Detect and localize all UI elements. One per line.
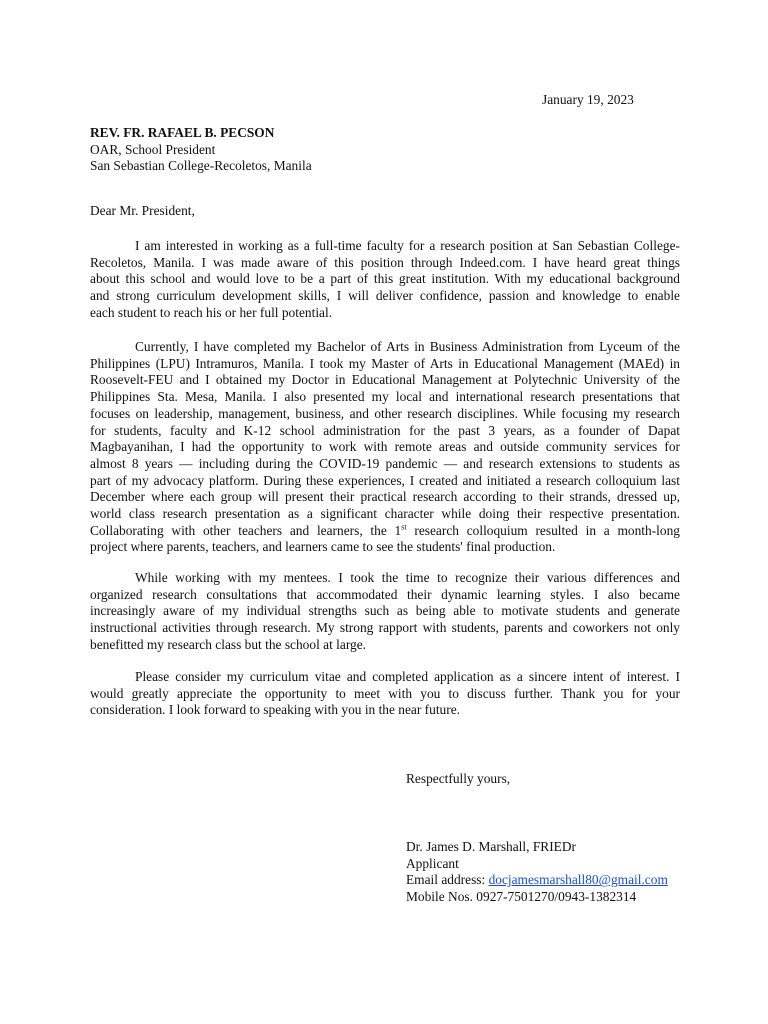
paragraph-line-text: Collaborating with other teachers and learners, the 1 <box>90 522 402 538</box>
paragraph-line: consideration. I look forward to speaking with you in the near future. <box>90 702 461 718</box>
paragraph-line: organized research consultations that accommodated their dynamic learning styles. I also became <box>90 586 680 602</box>
paragraph-line: part of my advocacy platform. During these experiences, I created and initiated a research colloquium last <box>90 472 680 488</box>
recipient-institution: San Sebastian College-Recoletos, Manila <box>90 158 312 174</box>
paragraph-line: instructional activities through research. My strong rapport with students, parents and coworkers not only <box>90 620 680 636</box>
paragraph-line: almost 8 years — including during the COVID-19 pandemic — and research extensions to students as <box>90 455 680 471</box>
recipient-title: OAR, School President <box>90 141 216 157</box>
paragraph-line: December where each group will present their practical research according to their strands, dressed up, <box>90 489 680 505</box>
closing: Respectfully yours, <box>406 771 511 786</box>
paragraph-line: and strong curriculum development skills, I will deliver confidence, passion and knowledge to enable <box>90 288 680 304</box>
paragraph-line: for students, faculty and K-12 school administration for the past 3 years, as a founder of Dapat <box>90 422 680 438</box>
paragraph-line: project where parents, teachers, and learners came to see the students' final production. <box>90 539 556 555</box>
paragraph-line: benefitted my research class but the school at large. <box>90 636 367 652</box>
email-label: Email address: <box>406 872 489 888</box>
paragraph-line <box>90 523 680 540</box>
salutation: Dear Mr. President, <box>90 203 195 218</box>
recipient-block <box>90 125 312 175</box>
paragraph-1 <box>90 238 680 322</box>
paragraph-line: focuses on leadership, management, business, and other research disciplines. While focusing my research <box>90 405 680 421</box>
ordinal-suffix: st <box>401 522 407 532</box>
paragraph-line: While working with my mentees. I took the time to recognize their various differences and <box>135 570 680 585</box>
signer-role: Applicant <box>406 855 459 871</box>
paragraph-3 <box>90 570 680 654</box>
paragraph-line: Magbayanihan, I had the opportunity to work with remote areas and outside community services for <box>90 439 680 455</box>
paragraph-4 <box>90 669 680 719</box>
paragraph-line: Please consider my curriculum vitae and completed application as a sincere intent of interest. I <box>135 669 680 684</box>
mobile-numbers: Mobile Nos. 0927-7501270/0943-1382314 <box>406 889 637 905</box>
signer-name: Dr. James D. Marshall, FRIEDr <box>406 839 576 854</box>
paragraph-line: Philippines (LPU) Intramuros, Manila. I took my Master of Arts in Educational Management (MAEd) in <box>90 355 680 371</box>
paragraph-line: Roosevelt-FEU and I obtained my Doctor in Educational Management at Polytechnic University of the <box>90 372 680 388</box>
recipient-name: REV. FR. RAFAEL B. PECSON <box>90 125 275 140</box>
paragraph-line-text: research colloquium resulted in a month-long <box>406 522 680 538</box>
paragraph-line: world class research presentation as a significant character while doing their respective presentation. <box>90 506 680 522</box>
paragraph-line: Philippines Sta. Mesa, Manila. I also presented my local and international research presentations that <box>90 389 680 405</box>
paragraph-line: Currently, I have completed my Bachelor of Arts in Business Administration from Lyceum of the <box>135 339 680 354</box>
paragraph-line: about this school and would love to be a part of this great institution. With my educational background <box>90 271 680 287</box>
paragraph-line: each student to reach his or her full potential. <box>90 304 333 320</box>
signature-block <box>406 839 668 906</box>
email-line <box>406 872 668 889</box>
paragraph-line: Recoletos, Manila. I was made aware of this position through Indeed.com. I have heard great things <box>90 254 680 270</box>
letter-date: January 19, 2023 <box>542 92 634 107</box>
paragraph-line: I am interested in working as a full-time faculty for a research position at San Sebastian College- <box>135 238 680 253</box>
paragraph-line: increasingly aware of my individual strengths such as being able to motivate students and generate <box>90 603 680 619</box>
paragraph-2 <box>90 339 680 556</box>
email-link[interactable]: docjamesmarshall80@gmail.com <box>488 872 668 888</box>
paragraph-line: would greatly appreciate the opportunity to meet with you to discuss further. Thank you for your <box>90 685 680 701</box>
